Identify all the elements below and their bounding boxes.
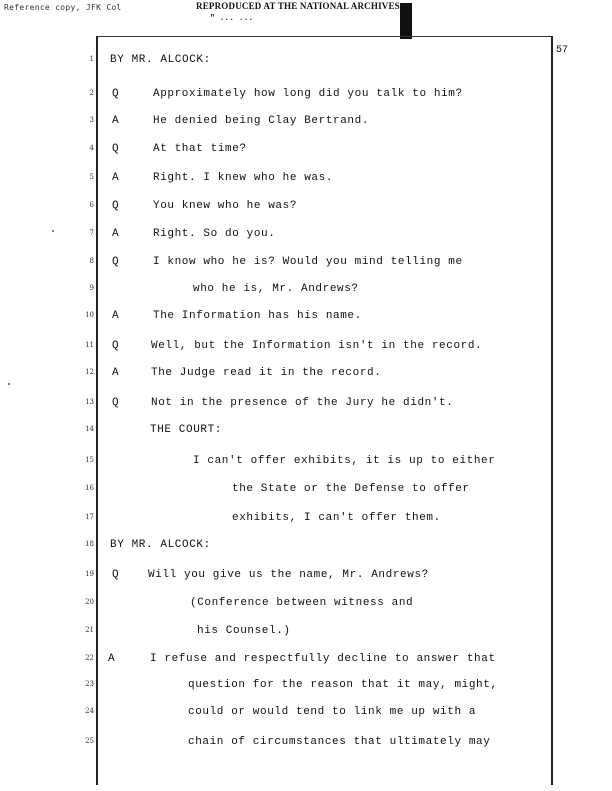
transcript-line: You knew who he was? (153, 200, 298, 212)
transcript-line: Right. I knew who he was. (153, 172, 334, 184)
transcript-line: question for the reason that it may, might, (188, 679, 498, 691)
transcript-line: BY MR. ALCOCK: (110, 539, 211, 551)
line-number: 18 (85, 540, 94, 548)
transcript-line: At that time? (153, 143, 247, 155)
line-number: 6 (89, 201, 94, 209)
line-number: 11 (85, 341, 94, 349)
line-number: 21 (85, 626, 94, 634)
line-number: 8 (89, 257, 94, 265)
speaker-label: Q (112, 569, 120, 581)
stray-mark (8, 383, 10, 385)
line-number: 3 (89, 116, 94, 124)
line-number: 19 (85, 570, 94, 578)
header-smudge: " ... ... (210, 14, 254, 23)
transcript-line: (Conference between witness and (190, 597, 414, 609)
transcript-line: THE COURT: (150, 424, 223, 436)
speaker-label: Q (112, 200, 120, 212)
header-archives-stamp: REPRODUCED AT THE NATIONAL ARCHIVES (196, 1, 400, 11)
line-number: 12 (85, 368, 94, 376)
speaker-label: Q (112, 143, 120, 155)
speaker-label: A (112, 228, 120, 240)
line-number: 15 (85, 456, 94, 464)
transcript-line: Right. So do you. (153, 228, 276, 240)
transcript-line: could or would tend to link me up with a (188, 706, 477, 718)
line-number: 20 (85, 598, 94, 606)
line-number: 4 (89, 144, 94, 152)
line-number: 16 (85, 484, 94, 492)
speaker-label: Q (112, 88, 120, 100)
speaker-label: A (112, 172, 120, 184)
line-number: 17 (85, 513, 94, 521)
transcript-line: BY MR. ALCOCK: (110, 54, 211, 66)
line-number: 7 (89, 229, 94, 237)
speaker-label: A (112, 310, 120, 322)
line-number: 1 (89, 55, 94, 63)
line-number: 10 (85, 311, 94, 319)
transcript-line: He denied being Clay Bertrand. (153, 115, 370, 127)
transcript-line: The Information has his name. (153, 310, 362, 322)
speaker-label: A (108, 653, 116, 665)
line-number: 14 (85, 425, 94, 433)
header-reference: Reference copy, JFK Col (4, 3, 122, 12)
transcript-line: who he is, Mr. Andrews? (193, 283, 359, 295)
line-number: 25 (85, 737, 94, 745)
transcript-line: Not in the presence of the Jury he didn't. (151, 397, 454, 409)
speaker-label: A (112, 115, 120, 127)
transcript-line: Will you give us the name, Mr. Andrews? (148, 569, 429, 581)
transcript-line: exhibits, I can't offer them. (232, 512, 441, 524)
line-number: 13 (85, 398, 94, 406)
transcript-line: chain of circumstances that ultimately may (188, 736, 491, 748)
line-number: 23 (85, 680, 94, 688)
transcript-line: his Counsel.) (197, 625, 291, 637)
speaker-label: Q (112, 397, 120, 409)
transcript-line: Well, but the Information isn't in the record. (151, 340, 483, 352)
transcript-line: I know who he is? Would you mind telling me (153, 256, 463, 268)
line-number: 9 (89, 284, 94, 292)
transcript-line: I refuse and respectfully decline to answer that (150, 653, 496, 665)
speaker-label: A (112, 367, 120, 379)
speaker-label: Q (112, 256, 120, 268)
line-number: 2 (89, 89, 94, 97)
stray-mark (52, 230, 54, 232)
transcript-line: The Judge read it in the record. (151, 367, 382, 379)
line-number: 22 (85, 654, 94, 662)
line-number: 5 (89, 173, 94, 181)
speaker-label: Q (112, 340, 120, 352)
transcript-line: Approximately how long did you talk to him? (153, 88, 463, 100)
line-number: 24 (85, 707, 94, 715)
page-number: 57 (556, 45, 569, 56)
transcript-line: I can't offer exhibits, it is up to either (193, 455, 496, 467)
transcript-line: the State or the Defense to offer (232, 483, 470, 495)
corner-scan-bar (400, 3, 412, 39)
